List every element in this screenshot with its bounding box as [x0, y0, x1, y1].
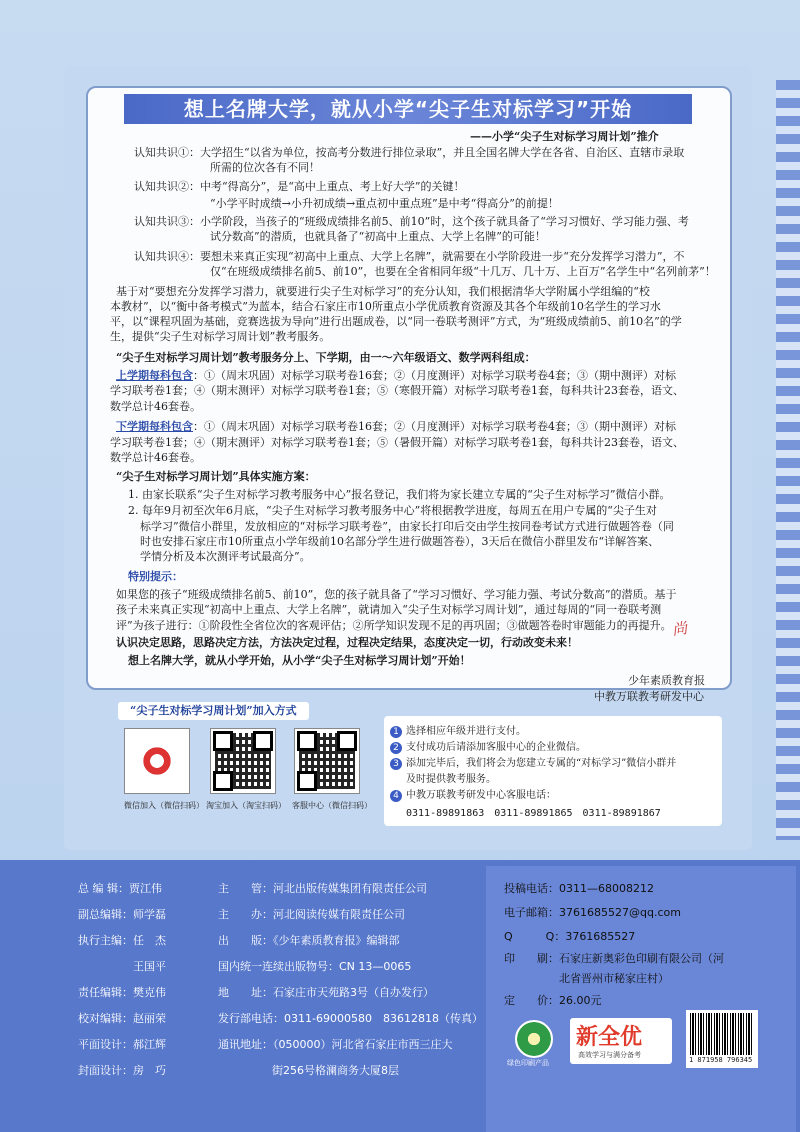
- wechat-mini-logo-icon: [141, 745, 173, 777]
- consensus-3: 认知共识③：小学阶段，当孩子的“班级成绩排名前5、前10”时，这个孩子就具备了“学习习惯好、学习能力强、考: [134, 215, 689, 228]
- credit-sponsor: 主 办：河北阅读传媒有限责任公司: [218, 908, 405, 921]
- lower-semester-line: 学习联考卷1套；④（期末测评）对标学习联考卷1套；⑤（暑假开篇）对标学习联考卷1套，每科共计23套卷，语文、: [110, 436, 684, 449]
- step-3: 3 添加完毕后，我们将会为您建立专属的“对标学习”微信小群并: [390, 754, 676, 770]
- credit-cover-design: 封面设计：房 巧: [78, 1064, 166, 1077]
- intro-line: 平，以“课程巩固为基础，竞赛选拔为导向”进行出题成卷，以“同一卷联考测评”方式，为“班级成绩前5、前10名”的学: [110, 315, 682, 328]
- credit-printer: 印 刷：石家庄新奥彩色印刷有限公司（河: [504, 952, 724, 965]
- qr-caption: 微信加入（微信扫码）: [124, 801, 204, 810]
- plan-line: 1. 由家长联系“尖子生对标学习教考服务中心”报名登记，我们将为家长建立专属的“尖子生对标学习”微信小群。: [128, 488, 671, 501]
- consensus-2: 认知共识②：中考“得高分”，是“高中上重点、考上好大学”的关键！: [134, 180, 465, 193]
- credit-qq: Q Q：3761685527: [504, 930, 636, 943]
- special-heading: 特别提示：: [128, 570, 183, 583]
- qr-finder-icon: [337, 731, 357, 751]
- barcode-bars: [690, 1013, 754, 1055]
- plan-heading: “尖子生对标学习周计划”具体实施方案：: [116, 470, 316, 483]
- lower-semester: 下学期每科包含：①（周末巩固）对标学习联考卷16套；②（月度测评）对标学习联考卷4套；③（期中测评）对标: [116, 420, 676, 433]
- intro-line: 生，提供“尖子生对标学习周计划”教考服务。: [110, 330, 331, 343]
- consensus-1: 认知共识①：大学招生“以省为单位，按高考分数进行排位录取”，并且全国名牌大学在各省、自治区、直辖市录取: [134, 146, 685, 159]
- consensus-1-cont: 所需的位次各有不同！: [210, 161, 320, 174]
- credit-price: 定 价：26.00元: [504, 994, 602, 1007]
- qr-finder-icon: [253, 731, 273, 751]
- upper-semester-line: 数学总计46套卷。: [110, 400, 201, 413]
- upper-semester: 上学期每科包含：①（周末巩固）对标学习联考卷16套；②（月度测评）对标学习联考卷4套；③（期中测评）对标: [116, 369, 676, 382]
- slogan-line: 认识决定思路，思路决定方法，方法决定过程，过程决定结果，态度决定一切，行动改变未来！: [116, 636, 578, 649]
- slogan-line: 想上名牌大学，就从小学开始，从小学“尖子生对标学习周计划”开始！: [128, 654, 471, 667]
- qr-finder-icon: [213, 731, 233, 751]
- qr-finder-icon: [213, 771, 233, 791]
- headline-banner: 想上名牌大学，就从小学“尖子生对标学习”开始: [124, 94, 692, 124]
- credit-supervisor: 主 管：河北出版传媒集团有限责任公司: [218, 882, 427, 895]
- wechat-qr-code[interactable]: [124, 728, 190, 794]
- service-heading: “尖子生对标学习周计划”教考服务分上、下学期，由一～六年级语文、数学两科组成：: [116, 351, 536, 364]
- upper-semester-line: 学习联考卷1套；④（期末测评）对标学习联考卷1套；⑤（寒假开篇）对标学习联考卷1套，每科共计23套卷，语文、: [110, 384, 684, 397]
- decorative-stripes: [776, 80, 800, 840]
- consensus-3-cont: 试分数高”的潜质，也就具备了“初高中上重点、大学上名牌”的可能！: [210, 230, 546, 243]
- step-1: 1 选择相应年级并进行支付。: [390, 722, 526, 738]
- taobao-qr-code[interactable]: [210, 728, 276, 794]
- green-print-logo-icon: [515, 1020, 553, 1058]
- plan-line: 学情分析及本次测评考试最高分”。: [140, 550, 311, 563]
- lower-semester-line: 数学总计46套卷。: [110, 451, 201, 464]
- barcode: [686, 1010, 758, 1068]
- step-4: 4 中教万联教考研发中心客服电话：: [390, 786, 556, 802]
- credit-distribution-phone: 发行部电话：0311-69000580 83612818（传真）: [218, 1012, 483, 1025]
- plan-line: 2. 每年9月初至次年6月底，“尖子生对标学习教考服务中心”将根据教学进度，每周五在用户专属的“尖子生对: [128, 504, 657, 517]
- credit-cn-number: 国内统一连续出版物号：CN 13—0065: [218, 960, 412, 973]
- credit-email: 电子邮箱：3761685527@qq.com: [504, 906, 681, 919]
- barcode-number: 1 871958 796345: [689, 1056, 753, 1064]
- handwritten-stamp: 尚: [670, 619, 689, 639]
- brand-logo: [570, 1018, 672, 1064]
- credit-publisher: 出 版：《少年素质教育报》编辑部: [218, 934, 400, 947]
- qr-caption: 客服中心（微信扫码）: [292, 801, 372, 810]
- step-3-cont: 及时提供教考服务。: [406, 774, 496, 785]
- service-phone-numbers: 0311-89891863 0311-89891865 0311-89891867: [406, 808, 661, 819]
- intro-line: 基于对“要想充分发挥学习潜力，就要进行尖子生对标学习”的充分认知，我们根据清华大学附属小学组编的“校: [116, 285, 650, 298]
- credit-printer-cont: 北省晋州市秘家庄村）: [504, 972, 669, 985]
- special-line: 评”为孩子进行：①阶段性全省位次的客观评估；②所学知识发现不足的再巩固；③做题答卷时审题能力的再提升。: [116, 619, 672, 632]
- brand-name: 新全优: [576, 1025, 643, 1050]
- special-line: 如果您的孩子“班级成绩排名前5、前10”，您的孩子就具备了“学习习惯好、学习能力强、考试分数高”的潜质。基于: [116, 588, 677, 601]
- consensus-4: 认知共识④：要想未来真正实现“初高中上重点、大学上名牌”，就需要在小学阶段进一步“充分发挥学习潜力”，不: [134, 250, 685, 263]
- subtitle: ——小学“尖子生对标学习周计划”推介: [470, 130, 659, 143]
- credit-responsible-editor: 责任编辑：樊克伟: [78, 986, 166, 999]
- signature-newspaper: 少年素质教育报: [628, 674, 705, 687]
- credit-proof-editor: 校对编辑：赵丽荣: [78, 1012, 166, 1025]
- signature-center: 中教万联教考研发中心: [594, 690, 704, 703]
- consensus-4-cont: 仅“在班级成绩排名前5、前10”，也要在全省相同年级“十几万、几十万、上百万”名学生中“名列前茅”！: [210, 265, 716, 278]
- join-steps: [384, 716, 722, 826]
- join-method-title: “尖子生对标学习周计划”加入方式: [118, 702, 309, 720]
- special-line: 孩子未来真正实现“初高中上重点、大学上名牌”，就请加入“尖子生对标学习周计划”，通过每周的“同一卷联考测: [116, 603, 662, 616]
- plan-line: 标学习”微信小群里，发放相应的“对标学习联考卷”，由家长打印后交由学生按同卷考试方式进行做题答卷（同: [140, 520, 674, 533]
- service-qr-code[interactable]: [294, 728, 360, 794]
- credit-graphic-design: 平面设计：郝江辉: [78, 1038, 166, 1051]
- credit-deputy-editor: 副总编辑：师学磊: [78, 908, 166, 921]
- qr-caption: 淘宝加入（淘宝扫码）: [206, 801, 286, 810]
- consensus-2-cont: “小学平时成绩→小升初成绩→重点初中重点班”是中考“得高分”的前提！: [210, 197, 559, 210]
- intro-line: 本教材”，以“衡中备考模式”为蓝本，结合石家庄市10所重点小学优质教育资源及其各个年级前10名学生的学习水: [110, 300, 661, 313]
- qr-finder-icon: [297, 771, 317, 791]
- qr-finder-icon: [297, 731, 317, 751]
- credit-executive-editor-2: 王国平: [78, 960, 166, 973]
- brand-tagline: 高效学习与满分备考: [578, 1051, 641, 1059]
- credit-mailing-address-cont: 街256号格澜商务大厦8层: [272, 1064, 399, 1077]
- plan-line: 时也安排石家庄市10所重点小学年级前10名部分学生进行做题答卷），3天后在微信小群里发布“详解答案、: [140, 535, 660, 548]
- credit-executive-editor: 执行主编：任 杰: [78, 934, 166, 947]
- credit-editor-in-chief: 总 编 辑：贾江伟: [78, 882, 162, 895]
- credit-submission-phone: 投稿电话：0311—68008212: [504, 882, 654, 895]
- credit-mailing-address: 通讯地址：（050000）河北省石家庄市西三庄大: [218, 1038, 453, 1051]
- credit-address: 地 址：石家庄市天苑路3号（自办发行）: [218, 986, 434, 999]
- green-print-caption: 绿色印刷产品: [507, 1059, 549, 1067]
- step-2: 2 支付成功后请添加客服中心的企业微信。: [390, 738, 586, 754]
